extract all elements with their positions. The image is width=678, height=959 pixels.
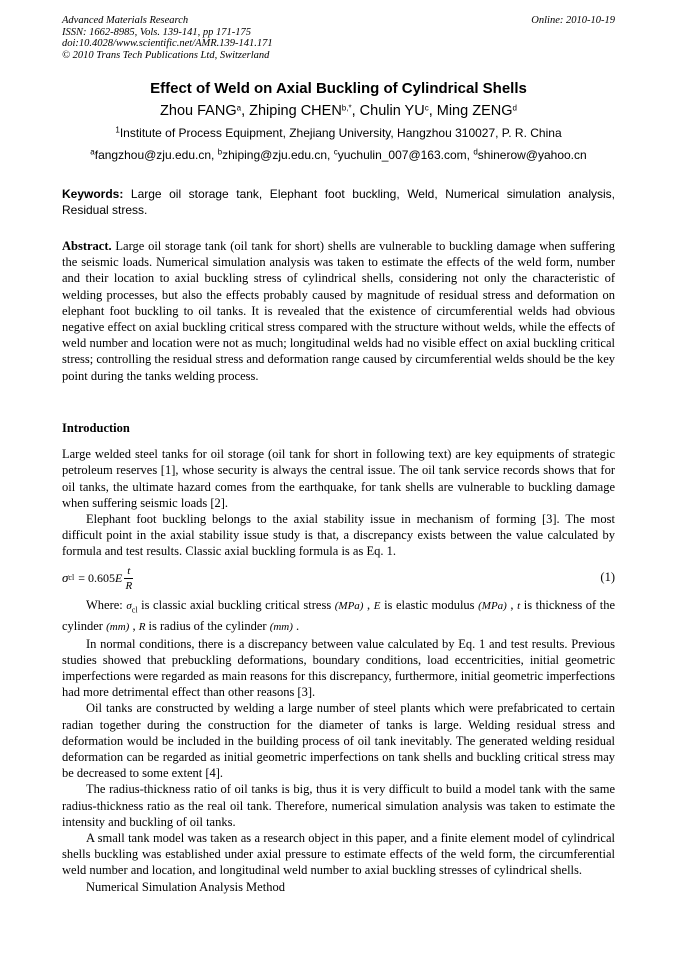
author-sup: d: [512, 103, 517, 113]
online-date: Online: 2010-10-19: [531, 15, 615, 26]
author-sup: c: [424, 103, 429, 113]
email-sup: d: [473, 147, 478, 157]
where-paragraph: [62, 597, 615, 636]
unit-mm: (mm): [269, 621, 293, 634]
abstract-text: Large oil storage tank (oil tank for short) shells are vulnerable to buckling damage when suffering the seismic loads. Numerical simulation analysis was taken to estimate the effects of the weld form, number and their location to axial buckling stress of cylindrical shells, considering not only the characteristic of welding processes, but also the effects probably caused by magnitude of residual stress and deformation on elephant foot buckling to oil tanks. It is revealed that the existence of circumferential welds had obvious negative effect on axial buckling critical stress compared with the structure without welds, while the effects of weld number and location were not as much; longitudinal welds had no visible effect on axial buckling critical stress; controlling the residual stress and deformation range caused by circumferential welds should be the key point during the tanks welding process.: [62, 239, 615, 383]
author-name: Ming ZENG: [436, 103, 513, 119]
email-address: zhiping@zju.edu.cn: [222, 148, 328, 162]
where-text: ,: [506, 597, 518, 612]
equation-e: E: [114, 571, 123, 586]
paragraph: Large welded steel tanks for oil storage (oil tank for short in following text) are key equipments of strategic petroleum reserves [1], whose security is always the central issue. The oil tank service records shows that for oil tanks, the ultimate hazard comes from the earthquake, for tank shells are vulnerable to buckling damage when suffering seismic loads [2].: [62, 447, 615, 510]
sigma-symbol: σ: [62, 570, 69, 586]
email-sup: b: [217, 147, 223, 157]
paragraph: The radius-thickness ratio of oil tanks is big, thus it is very difficult to build a model tank with the same radius-thickness ratio as the real oil tank. Therefore, numerical simulation analysis was taken to estimate the intensity and buckling of oil tanks.: [62, 782, 615, 829]
author-sep: ,: [428, 103, 437, 119]
introduction-section: [62, 420, 615, 895]
affiliation-sup: 1: [115, 125, 120, 135]
equation-number: (1): [600, 569, 615, 584]
title-block: [62, 80, 615, 163]
journal-name: Advanced Materials Research: [62, 15, 189, 26]
where-text: ,: [363, 597, 374, 612]
email-address: fangzhou@zju.edu.cn: [94, 148, 211, 162]
unit-mpa: (MPa): [478, 599, 507, 612]
email-sep: ,: [211, 148, 218, 162]
author-list: [62, 101, 615, 121]
where-text: is thickness of the cylinder: [62, 597, 616, 634]
t-symbol: t: [517, 599, 521, 612]
paragraph: A small tank model was taken as a research object in this paper, and a finite element model of cylindrical shells buckling was established under axial pressure to estimate effects of the weld form, the circumferential weld number and location, and longitudinal weld number to axial buckling stresses of cylindrical shells.: [62, 830, 615, 878]
email-sep: ,: [327, 148, 334, 162]
email-sup: a: [90, 147, 95, 157]
equation-rhs: = 0.605: [78, 571, 115, 586]
email-address: yuchulin_007@163.com: [337, 148, 467, 162]
keywords-label: Keywords:: [62, 187, 124, 201]
author-name: Zhiping CHEN: [249, 103, 342, 119]
email-list: [62, 148, 615, 163]
where-text: .: [292, 619, 300, 634]
where-text: ,: [129, 619, 139, 634]
author-sup: a: [236, 103, 242, 113]
sigma-subscript: cl: [68, 573, 75, 583]
equation-1: [62, 563, 615, 593]
fraction-bar: [124, 578, 133, 579]
equation-formula: [62, 565, 133, 592]
email-sep: ,: [466, 148, 474, 162]
author-sup: b,*: [341, 103, 352, 113]
where-text: is radius of the cylinder: [145, 619, 270, 634]
sigma-symbol: σ: [126, 599, 132, 612]
sigma-subscript: cl: [131, 605, 138, 615]
author-name: Zhou FANG: [160, 103, 237, 119]
unit-mm: (mm): [106, 621, 130, 634]
journal-header: [62, 15, 273, 61]
affiliation: [62, 126, 615, 141]
section-heading: Introduction: [62, 421, 130, 435]
author-sep: ,: [351, 103, 360, 119]
r-symbol: R: [138, 621, 146, 634]
where-text: Where:: [86, 597, 127, 612]
abstract: [62, 238, 615, 384]
equation-fraction: [124, 565, 133, 592]
affiliation-text: Institute of Process Equipment, Zhejiang University, Hangzhou 310027, P. R. China: [119, 126, 562, 140]
author-sep: ,: [241, 103, 250, 119]
paragraph: In normal conditions, there is a discrepancy between value calculated by Eq. 1 and test results. Previous studies showed that prebuckling deformations, boundary conditions, load eccentricities, initial geometric imperfections were regarded as main reasons for this discrepancy, furthermore, initial geometric imperfections had more detrimental effect than other reasons [3].: [62, 636, 615, 700]
doi-line: doi:10.4028/www.scientific.net/AMR.139-141.171: [62, 38, 273, 49]
author-name: Chulin YU: [359, 103, 425, 119]
email-sup: c: [333, 147, 338, 157]
fraction-numerator: t: [127, 564, 131, 577]
copyright-line: © 2010 Trans Tech Publications Ltd, Switzerland: [62, 49, 270, 61]
keywords: [62, 187, 615, 218]
keywords-text: Large oil storage tank, Elephant foot buckling, Weld, Numerical simulation analysis, Residual stress.: [62, 187, 615, 217]
issn-line: ISSN: 1662-8985, Vols. 139-141, pp 171-175: [62, 26, 251, 38]
paragraph: Oil tanks are constructed by welding a large number of steel plants which were prefabricated to certain radian together during the construction for the diameter of tanks is large. Welding residual stress and deformation would be included in the building process of oil tank inevitably. The generated welding residual deformation can be regarded as initial geometric imperfections on tank shells and buckling critical stress may be decreased to some extent [4].: [62, 701, 615, 781]
where-text: is classic axial buckling critical stress: [137, 597, 335, 612]
where-text: is elastic modulus: [380, 597, 479, 612]
email-address: shinerow@yahoo.cn: [477, 148, 587, 162]
abstract-label: Abstract.: [62, 239, 112, 253]
subsection-heading: Numerical Simulation Analysis Method: [86, 879, 285, 894]
unit-mpa: (MPa): [334, 599, 364, 612]
paper-title: Effect of Weld on Axial Buckling of Cylindrical Shells: [150, 80, 527, 97]
e-symbol: E: [373, 599, 381, 612]
fraction-denominator: R: [125, 579, 133, 592]
paragraph: Elephant foot buckling belongs to the axial stability issue in mechanism of forming [3]. The most difficult point in the axial stability issue study is that, a discrepancy exists between the value calculated by formula and test results. Classic axial buckling formula is as Eq. 1.: [62, 512, 615, 559]
